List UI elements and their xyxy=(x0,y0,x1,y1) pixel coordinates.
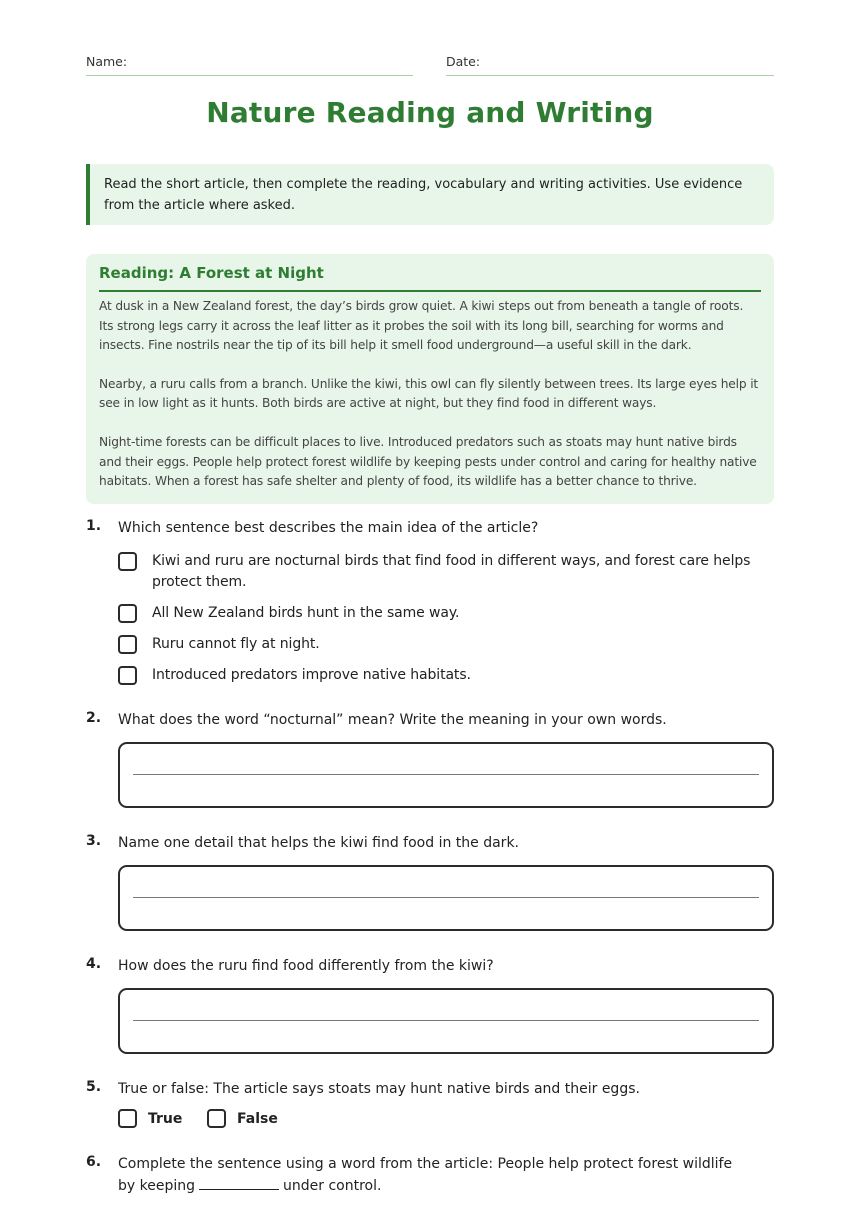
page-title: Nature Reading and Writing xyxy=(206,96,654,129)
question-2-answer-box[interactable] xyxy=(118,742,774,808)
question-3-answer-box[interactable] xyxy=(118,865,774,931)
reading-paragraph-3: Night-time forests can be difficult places to live. Introduced predators such as stoats may hunt native birds and their eggs. People help protect forest wildlife by keeping pests under control and caring for healthy native habitats. When a forest has safe shelter and plenty of food, its wildlife has a better chance to thrive. xyxy=(99,434,757,489)
reading-title: Reading: A Forest at Night xyxy=(99,264,761,292)
instructions-text: Read the short article, then complete the reading, vocabulary and writing activities. Use evidence from the article where asked. xyxy=(104,177,743,213)
question-3-number: 3. xyxy=(86,833,102,849)
option-label: Ruru cannot fly at night. xyxy=(152,636,320,652)
name-label: Name: xyxy=(86,54,128,69)
question-6-number: 6. xyxy=(86,1154,102,1170)
instructions-box xyxy=(86,164,774,225)
checkbox-icon[interactable] xyxy=(118,552,137,571)
reading-paragraph-2: Nearby, a ruru calls from a branch. Unlike the kiwi, this owl can fly silently between trees. Its large eyes help it see in low light as it hunts. Both birds are active at night, but they find food in different ways. xyxy=(99,376,759,411)
question-4-answer-box[interactable] xyxy=(118,988,774,1054)
true-option[interactable] xyxy=(118,1109,188,1131)
checkbox-icon[interactable] xyxy=(118,635,137,654)
false-option[interactable] xyxy=(207,1109,287,1131)
question-5-text: True or false: The article says stoats may hunt native birds and their eggs. xyxy=(118,1081,640,1097)
question-1-number: 1. xyxy=(86,518,102,534)
question-6-text-after: under control. xyxy=(283,1178,382,1194)
option-label: Introduced predators improve native habitats. xyxy=(152,667,471,683)
question-4-number: 4. xyxy=(86,956,102,972)
question-5-number: 5. xyxy=(86,1079,102,1095)
reading-panel xyxy=(86,254,774,504)
question-2-number: 2. xyxy=(86,710,102,726)
question-1-text: Which sentence best describes the main idea of the article? xyxy=(118,520,539,536)
checkbox-icon[interactable] xyxy=(118,1109,137,1128)
question-6-text-before: Complete the sentence using a word from the article: People help protect forest wildlife by keeping xyxy=(118,1156,733,1194)
option-label: All New Zealand birds hunt in the same way. xyxy=(152,605,460,621)
checkbox-icon[interactable] xyxy=(118,604,137,623)
true-label: True xyxy=(148,1111,183,1127)
date-field[interactable] xyxy=(446,54,774,76)
writing-line xyxy=(133,774,759,775)
reading-paragraph-1: At dusk in a New Zealand forest, the day’s birds grow quiet. A kiwi steps out from beneath a tangle of roots. Its strong legs carry it across the leaf litter as it probes the soil with its long bill, searching for worms and insects. Fine nostrils near the tip of its bill help it smell food underground—a useful skill in the dark. xyxy=(99,299,744,353)
question-3-text: Name one detail that helps the kiwi find food in the dark. xyxy=(118,835,519,851)
checkbox-icon[interactable] xyxy=(118,666,137,685)
date-label: Date: xyxy=(446,54,481,69)
false-label: False xyxy=(237,1111,278,1127)
name-field[interactable] xyxy=(86,54,413,76)
fill-in-blank[interactable] xyxy=(199,1175,279,1190)
question-4-text: How does the ruru find food differently from the kiwi? xyxy=(118,958,494,974)
question-6-text xyxy=(118,1153,738,1197)
option-label: Kiwi and ruru are nocturnal birds that find food in different ways, and forest care helps protect them. xyxy=(152,553,751,590)
header-fields xyxy=(86,54,774,76)
checkbox-icon[interactable] xyxy=(207,1109,226,1128)
writing-line xyxy=(133,1020,759,1021)
writing-line xyxy=(133,897,759,898)
question-2-text: What does the word “nocturnal” mean? Write the meaning in your own words. xyxy=(118,712,667,728)
